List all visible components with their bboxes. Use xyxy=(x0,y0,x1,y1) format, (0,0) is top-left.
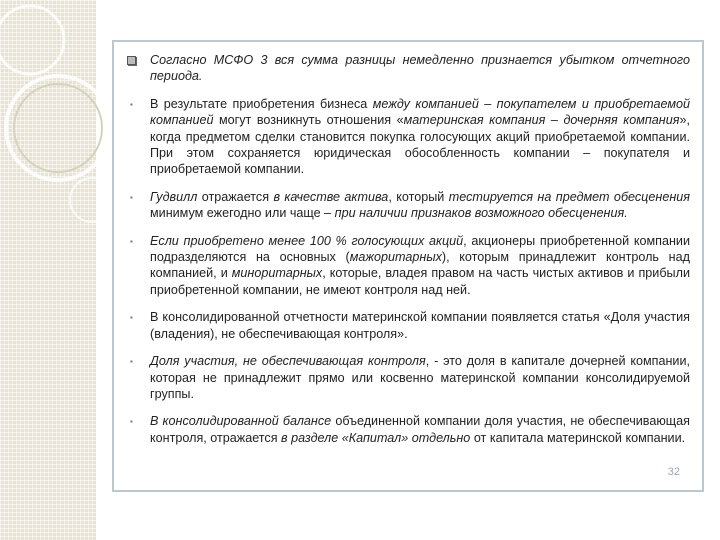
bullet-text-segment: ), которым принадлежит контроль над компанией, и xyxy=(150,250,690,281)
bullet-text-segment: тестируется на предмет обесценения xyxy=(448,189,690,204)
bullet-text-segment: В консолидированной отчетности материнской компании появляется статья «Доля участия (владения), не обеспечивающая контроля». xyxy=(150,310,690,341)
checkbox-icon xyxy=(127,56,136,65)
bullet-text-segment: В консолидированной балансе xyxy=(150,414,332,429)
bullet-list xyxy=(114,52,690,457)
bullet-text-segment: , который xyxy=(388,189,449,204)
bullet-item xyxy=(114,233,690,299)
dot-icon: ▪ xyxy=(130,417,133,427)
bullet-item xyxy=(114,309,690,342)
bullet-text-segment: в разделе «Капитал» отдельно xyxy=(281,430,471,445)
bullet-text-segment: объединенной компании доля участия, не обеспечивающая контроля, отражается xyxy=(150,414,690,445)
dot-icon: ▪ xyxy=(130,236,133,246)
decorative-circles-graphic xyxy=(0,0,120,260)
dot-icon: ▪ xyxy=(130,192,133,202)
bullet-text-segment: материнская компания – дочерняя компания xyxy=(403,113,680,128)
bullet-text-segment: , акционеры приобретенной компании подразделяются на основных ( xyxy=(150,233,690,265)
bullet-item xyxy=(114,52,690,85)
page-number: 32 xyxy=(667,466,680,478)
bullet-text-segment: В результате приобретения бизнеса xyxy=(150,96,373,111)
bullet-text-segment: , - это доля в капитале дочерней компании, которая не принадлежит прямо или косвенно материнской компании консолидируемой группы. xyxy=(150,354,690,401)
bullet-text-segment: при наличии признаков возможного обесценения. xyxy=(334,206,628,221)
bullet-item xyxy=(114,96,690,178)
bullet-text-segment: », когда предметом сделки становится покупка голосующих акций приобретаемой компании. При этом сохраняется юридическая обособленность компании – покупателя и приобретаемой компании. xyxy=(150,113,690,177)
bullet-text-segment: могут возникнуть отношения « xyxy=(213,113,404,128)
bullet-text-segment: в качестве актива xyxy=(273,189,389,204)
bullet-item xyxy=(114,353,690,402)
bullet-item xyxy=(114,189,690,222)
bullet-text-segment: Если приобретено менее 100 % голосующих акций xyxy=(150,233,464,248)
dot-icon: ▪ xyxy=(130,357,133,367)
dot-icon: ▪ xyxy=(130,99,133,109)
bullet-text-segment: между компанией – покупателем и приобретаемой компанией xyxy=(150,96,691,128)
bullet-text-segment: Гудвилл xyxy=(150,189,198,204)
bullet-text-segment: мажоритарных xyxy=(349,250,442,265)
bullet-item xyxy=(114,413,690,446)
bullet-text-segment: Согласно МСФО 3 вся сумма разницы немедленно признается убытком отчетного периода. xyxy=(150,53,690,84)
bullet-text-segment: , которые, владея правом на часть чистых активов и прибыли приобретенной компании, не имеют контроля над ней. xyxy=(150,266,690,297)
slide-content-frame xyxy=(112,40,704,492)
bullet-text-segment: минимум ежегодно или чаще – xyxy=(150,206,335,221)
bullet-text-segment: отражается xyxy=(197,189,274,204)
bullet-text-segment: от капитала материнской компании. xyxy=(470,430,686,445)
bullet-text-segment: миноритарных xyxy=(231,266,323,281)
dot-icon: ▪ xyxy=(130,313,133,323)
bullet-text-segment: Доля участия, не обеспечивающая контроля xyxy=(150,354,426,369)
